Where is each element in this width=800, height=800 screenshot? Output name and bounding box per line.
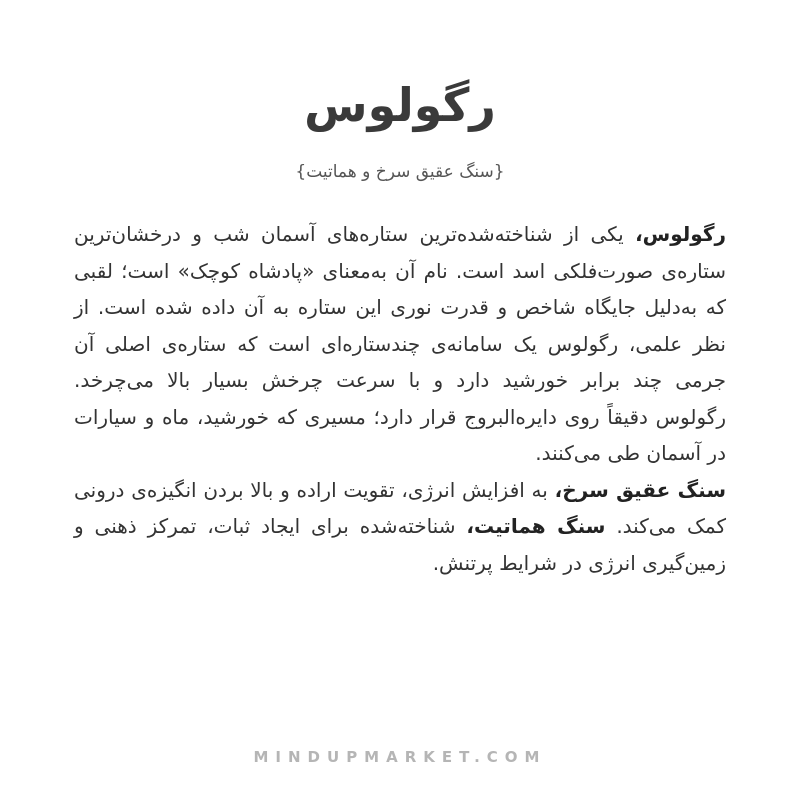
paragraph-stones	[74, 472, 726, 582]
subtitle: {سنگ عقیق سرخ و هماتیت}	[295, 162, 505, 182]
hematite-term: سنگ هماتیت،	[466, 514, 606, 538]
body-text	[74, 216, 726, 581]
footer-website: MINDUPMARKET.COM	[253, 748, 547, 766]
paragraph-regulus	[74, 216, 726, 472]
carnelian-term: سنگ عقیق سرخ،	[554, 477, 726, 502]
hematite-text: شناخته‌شده برای ایجاد ثبات، تمرکز ذهنی و زمین‌گیری انرژی در شرایط پرتنش.	[74, 514, 726, 575]
regulus-term: رگولوس،	[635, 222, 726, 246]
paragraph-regulus-text: یکی از شناخته‌شده‌ترین ستاره‌های آسمان شب و درخشان‌ترین ستاره‌ی صورت‌فلکی اسد است. نام آن به‌معنای «پادشاه کوچک» است؛ لقبی که به‌دلیل جایگاه شاخص و قدرت نوری این ستاره به آن داده شده است. از نظر علمی، رگولوس یک سامانه‌ی چندستاره‌ای است که ستاره‌ی اصلی آن جرمی چند برابر خورشید دارد و با سرعت چرخش بسیار بالا می‌چرخد. رگولوس دقیقاً روی دایره‌البروج قرار دارد؛ مسیری که خورشید، ماه و سیارات در آسمان طی می‌کنند.	[74, 222, 726, 465]
carnelian-text: به افزایش انرژی، تقویت اراده و بالا بردن انگیزه‌ی درونی کمک می‌کند.	[74, 477, 726, 538]
page-title: رگولوس	[304, 78, 496, 132]
